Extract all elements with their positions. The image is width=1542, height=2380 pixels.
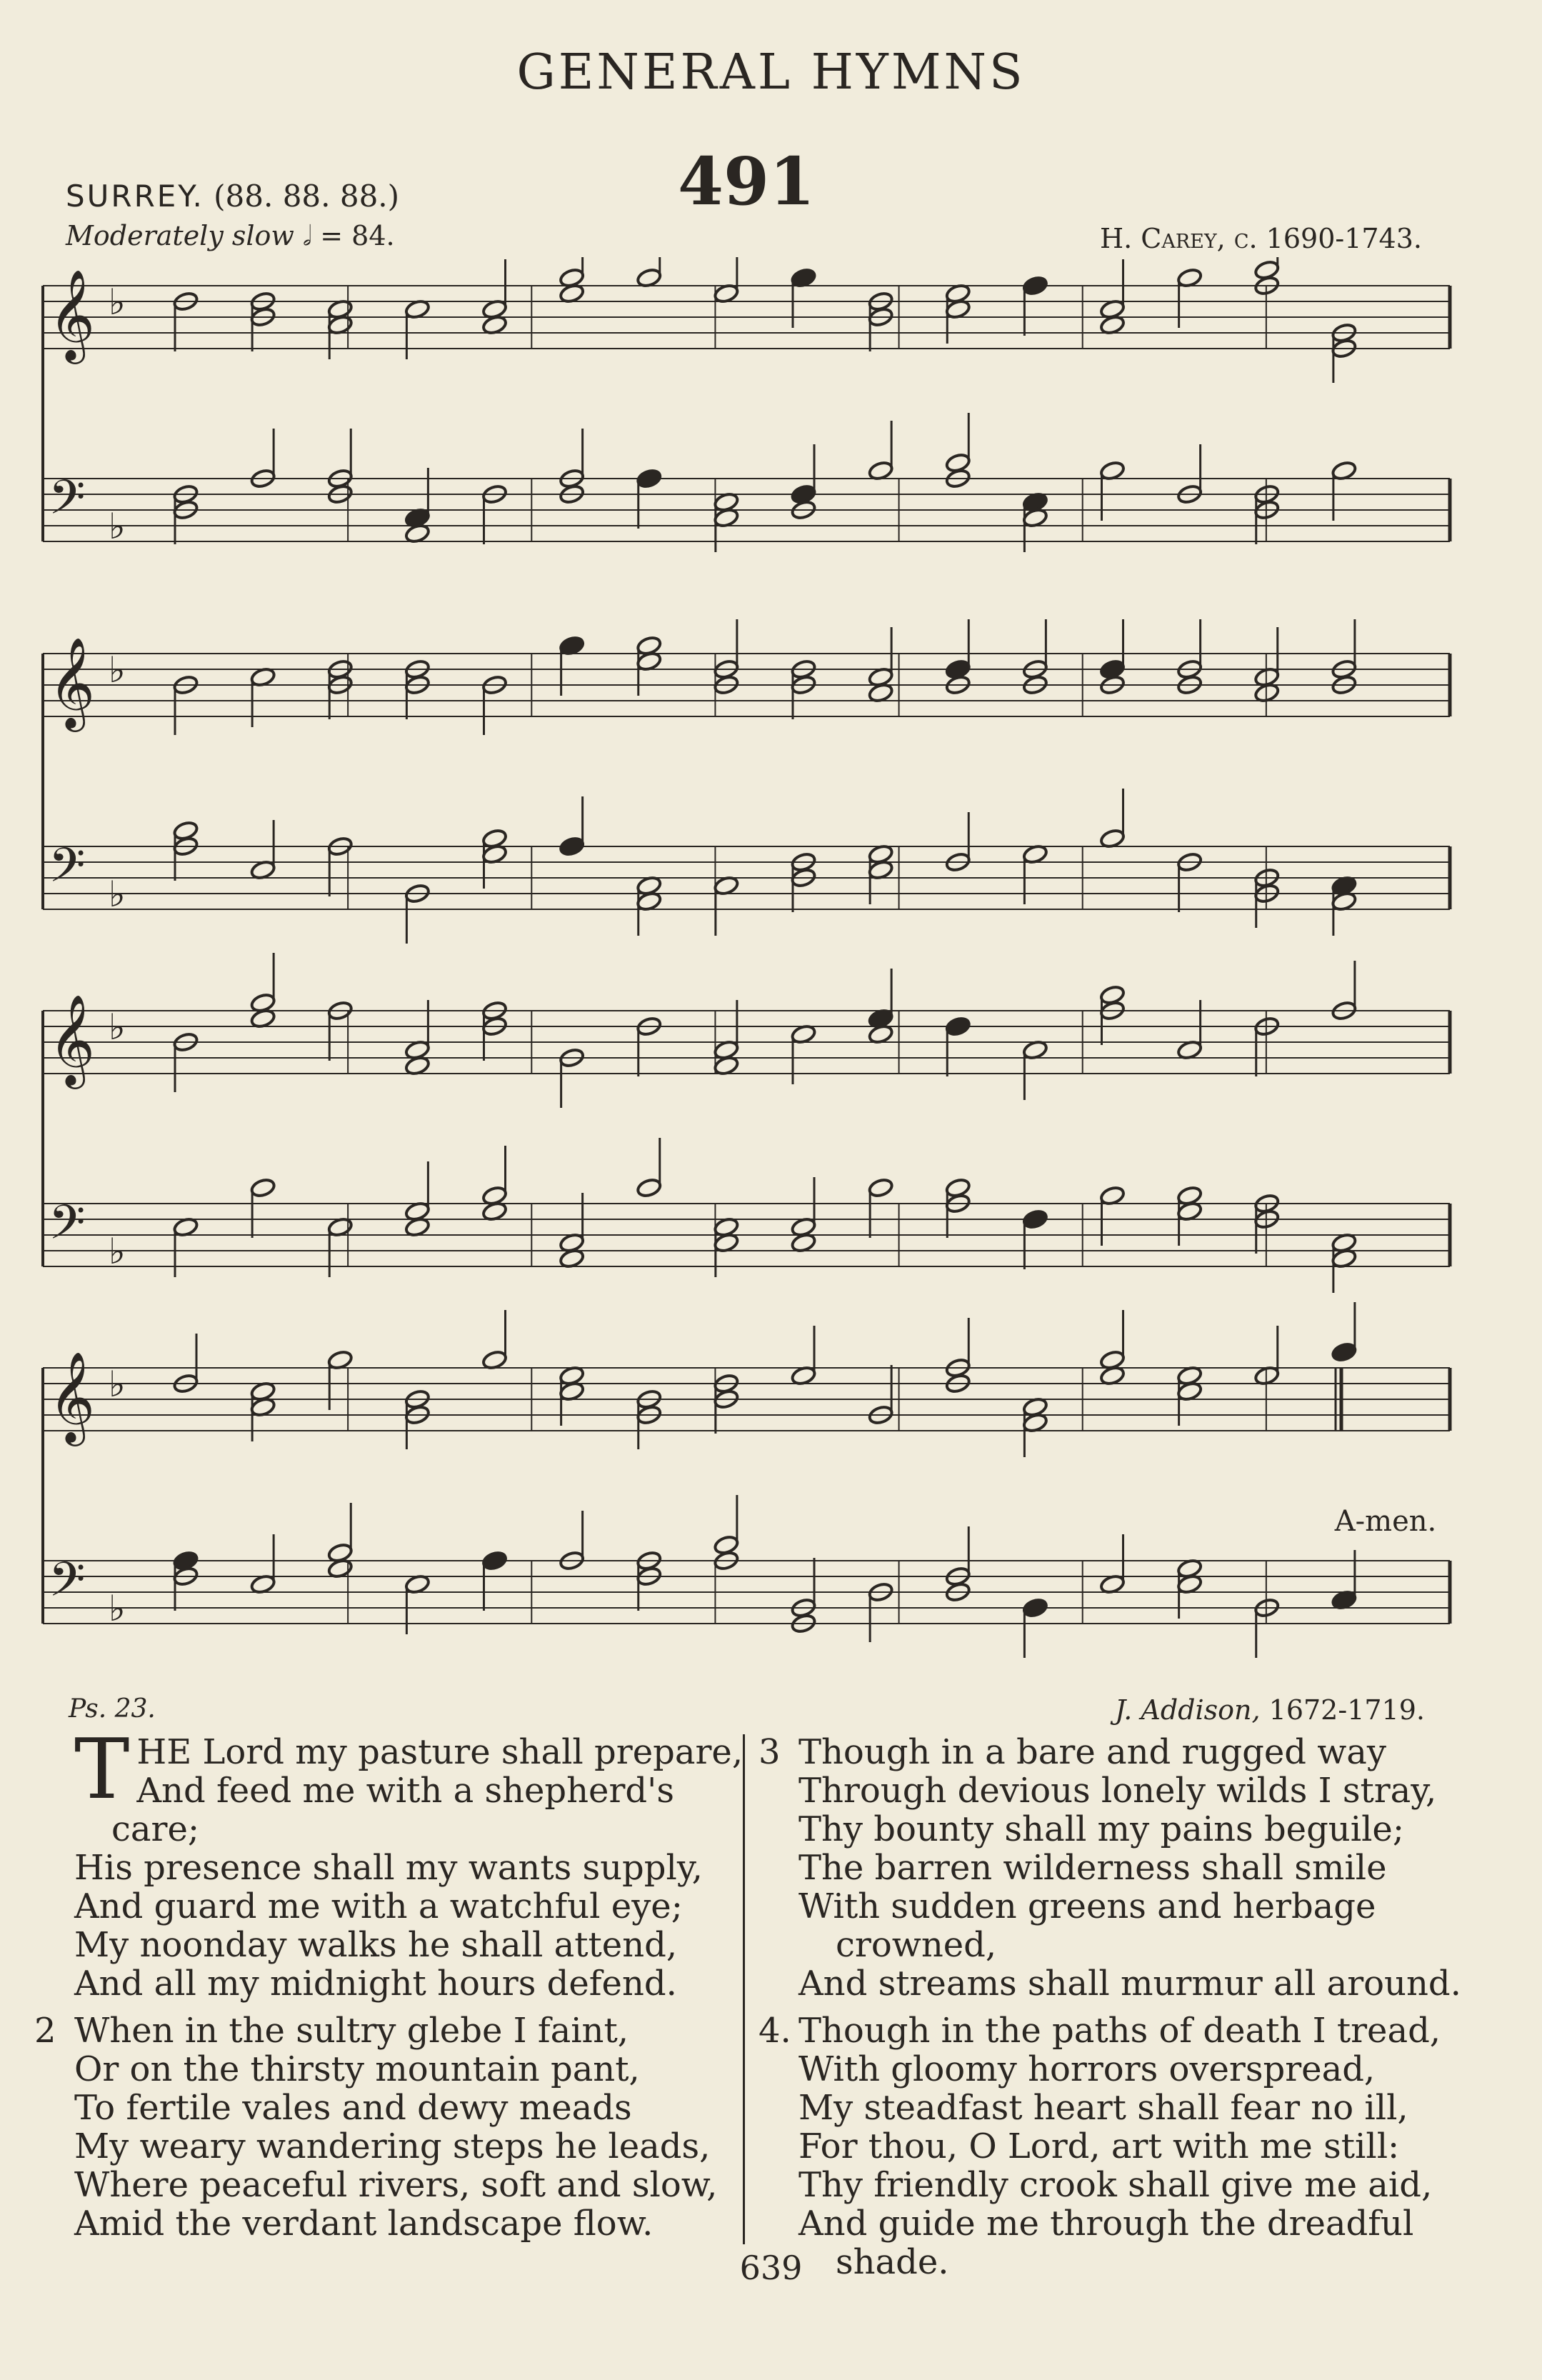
verse-line: My weary wandering steps he leads, <box>74 2126 711 2166</box>
notehead <box>559 836 585 857</box>
treble-clef-icon: 𝄞 <box>49 636 96 728</box>
verse-number: 2 <box>34 2011 56 2051</box>
verse-column-left <box>34 1721 744 2251</box>
notehead <box>1022 1209 1048 1230</box>
notehead <box>1022 1597 1048 1619</box>
flat-key-signature-icon: ♭ <box>109 1588 126 1629</box>
tune-info <box>66 179 399 214</box>
bass-clef-icon: 𝄢 <box>49 838 86 904</box>
verse-line: My noonday walks he shall attend, <box>74 1925 678 1965</box>
bass-clef-icon: 𝄢 <box>49 1195 86 1261</box>
verse-line: And streams shall murmur all around. <box>798 1964 1461 2004</box>
verse-line: Though in the paths of death I tread, <box>798 2011 1441 2051</box>
verse-line: Amid the verdant landscape flow. <box>74 2204 654 2244</box>
treble-clef-icon: 𝄞 <box>49 1351 96 1442</box>
flat-key-signature-icon: ♭ <box>109 1006 126 1048</box>
composer-credit: H. Carey, c. 1690-1743. <box>1099 223 1422 254</box>
verse-line: And feed me with a shepherd's <box>136 1771 674 1811</box>
verse-line: shade. <box>836 2242 949 2282</box>
verse-1 <box>74 1721 744 2004</box>
verse-line: Through devious lonely wilds I stray, <box>798 1771 1437 1811</box>
author-credit <box>1115 1694 1425 1726</box>
amen-label: A-men. <box>1334 1505 1437 1538</box>
author-dates: 1672-1719. <box>1268 1694 1425 1726</box>
bass-clef-icon: 𝄢 <box>49 1552 86 1619</box>
meter: (88. 88. 88.) <box>214 179 400 214</box>
tempo-value: = 84. <box>320 220 395 251</box>
verse-number: 3 <box>759 1732 781 1772</box>
notehead <box>1331 1341 1357 1363</box>
hymn-number: 491 <box>677 143 816 220</box>
verse-line: Thy friendly crook shall give me aid, <box>798 2165 1433 2205</box>
bass-clef-icon: 𝄢 <box>49 470 86 536</box>
verse-line: And all my midnight hours defend. <box>74 1964 677 2004</box>
tune-name: SURREY. <box>66 179 204 214</box>
author-name: J. Addison, <box>1114 1694 1261 1726</box>
page-header-title: GENERAL HYMNS <box>516 44 1026 101</box>
notehead <box>636 1177 662 1199</box>
page-number: 639 <box>739 2249 803 2287</box>
flat-key-signature-icon: ♭ <box>109 1364 126 1405</box>
verse-3 <box>759 1732 1463 2004</box>
flat-key-signature-icon: ♭ <box>109 506 126 547</box>
scripture-reference: Ps. 23. <box>69 1694 156 1724</box>
notehead <box>481 1550 508 1571</box>
verse-number: 4. <box>759 2011 791 2051</box>
verse-line: And guard me with a watchful eye; <box>74 1886 683 1926</box>
verse-line: His presence shall my wants supply, <box>74 1848 703 1888</box>
column-divider <box>743 1734 745 2244</box>
verse-line: Or on the thirsty mountain pant, <box>74 2049 640 2089</box>
verse-line: Thy bounty shall my pains beguile; <box>798 1809 1404 1849</box>
flat-key-signature-icon: ♭ <box>109 649 126 691</box>
verse-line: Where peaceful rivers, soft and slow, <box>74 2165 718 2205</box>
verse-line: Though in a bare and rugged way <box>798 1732 1387 1772</box>
verse-line: With sudden greens and herbage <box>798 1886 1376 1926</box>
verse-line: When in the sultry glebe I faint, <box>74 2011 629 2051</box>
drop-cap: T <box>74 1721 130 1818</box>
verse-line: For thou, O Lord, art with me still: <box>798 2126 1400 2166</box>
notehead <box>945 1016 971 1037</box>
treble-clef-icon: 𝄞 <box>49 994 96 1085</box>
verse-2 <box>34 2011 731 2244</box>
verse-line: And guide me through the dreadful <box>798 2204 1414 2244</box>
notehead <box>636 468 662 489</box>
verse-line: The barren wilderness shall smile <box>798 1848 1387 1888</box>
treble-clef-icon: 𝄞 <box>49 269 96 360</box>
verse-line: HE Lord my pasture shall prepare, <box>136 1732 744 1772</box>
flat-key-signature-icon: ♭ <box>109 1231 126 1272</box>
flat-key-signature-icon: ♭ <box>109 874 126 915</box>
verse-line: To fertile vales and dewy meads <box>74 2088 632 2128</box>
tempo-note-symbol: 𝅗𝅥 <box>303 220 312 251</box>
notehead <box>868 1177 894 1199</box>
notehead <box>250 1177 276 1199</box>
tempo-text: Moderately slow <box>66 220 294 251</box>
flat-key-signature-icon: ♭ <box>109 281 126 323</box>
verse-line: With gloomy horrors overspread, <box>798 2049 1376 2089</box>
music-score <box>29 257 1464 1686</box>
notehead <box>1022 275 1048 296</box>
verse-line: crowned, <box>836 1925 997 1965</box>
tempo-marking <box>66 220 395 252</box>
verse-line: My steadfast heart shall fear no ill, <box>798 2088 1408 2128</box>
verse-line: care; <box>111 1809 200 1849</box>
